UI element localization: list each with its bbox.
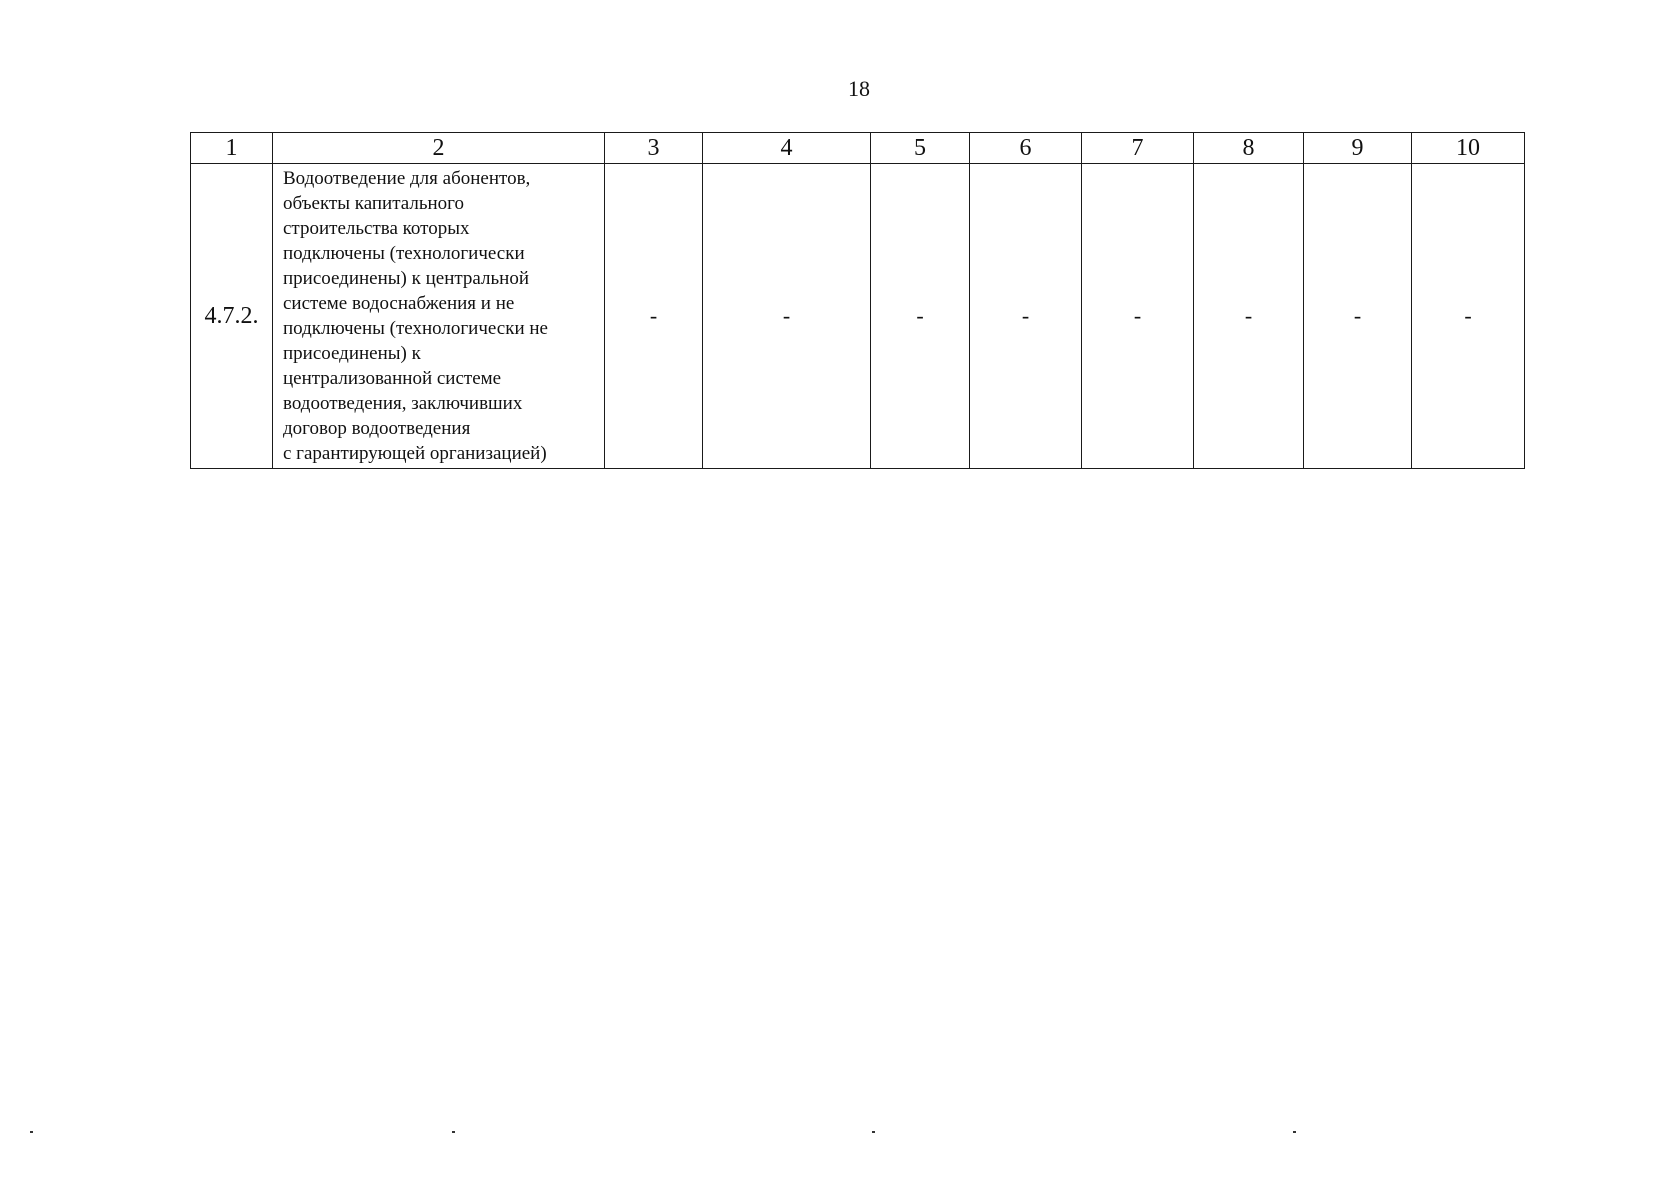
column-header-6: 6	[970, 133, 1082, 164]
cell-column-6: -	[970, 164, 1082, 469]
column-header-9: 9	[1304, 133, 1412, 164]
description-line: с гарантирующей организацией)	[283, 443, 547, 464]
column-header-3: 3	[605, 133, 703, 164]
column-header-8: 8	[1194, 133, 1304, 164]
data-table	[190, 132, 1525, 469]
scan-speck	[30, 1131, 33, 1133]
cell-column-10: -	[1412, 164, 1525, 469]
description-line: Водоотведение для абонентов,	[283, 168, 531, 189]
cell-column-4: -	[703, 164, 871, 469]
column-header-1: 1	[191, 133, 273, 164]
description-line: присоединены) к центральной	[283, 268, 529, 289]
column-header-7: 7	[1082, 133, 1194, 164]
cell-column-9: -	[1304, 164, 1412, 469]
description-line: централизованной системе	[283, 368, 502, 389]
description-line: подключены (технологически не	[283, 318, 548, 339]
description-line: системе водоснабжения и не	[283, 293, 515, 314]
cell-column-3: -	[605, 164, 703, 469]
description-line: присоединены) к	[283, 343, 421, 364]
scan-speck	[1293, 1131, 1296, 1133]
row-description	[273, 164, 605, 469]
description-line: подключены (технологически	[283, 243, 525, 264]
column-header-10: 10	[1412, 133, 1525, 164]
description-line: водоотведения, заключивших	[283, 393, 523, 414]
scan-speck	[872, 1131, 875, 1133]
cell-column-5: -	[871, 164, 970, 469]
column-header-5: 5	[871, 133, 970, 164]
cell-column-8: -	[1194, 164, 1304, 469]
table-header-row	[191, 133, 1525, 164]
row-number: 4.7.2.	[191, 164, 273, 469]
column-header-4: 4	[703, 133, 871, 164]
scan-speck	[452, 1131, 455, 1133]
description-line: строительства которых	[283, 218, 470, 239]
page-number: 18	[848, 76, 870, 101]
description-line: договор водоотведения	[283, 418, 471, 439]
description-line: объекты капитального	[283, 193, 464, 214]
column-header-2: 2	[273, 133, 605, 164]
table-row	[191, 164, 1525, 469]
cell-column-7: -	[1082, 164, 1194, 469]
